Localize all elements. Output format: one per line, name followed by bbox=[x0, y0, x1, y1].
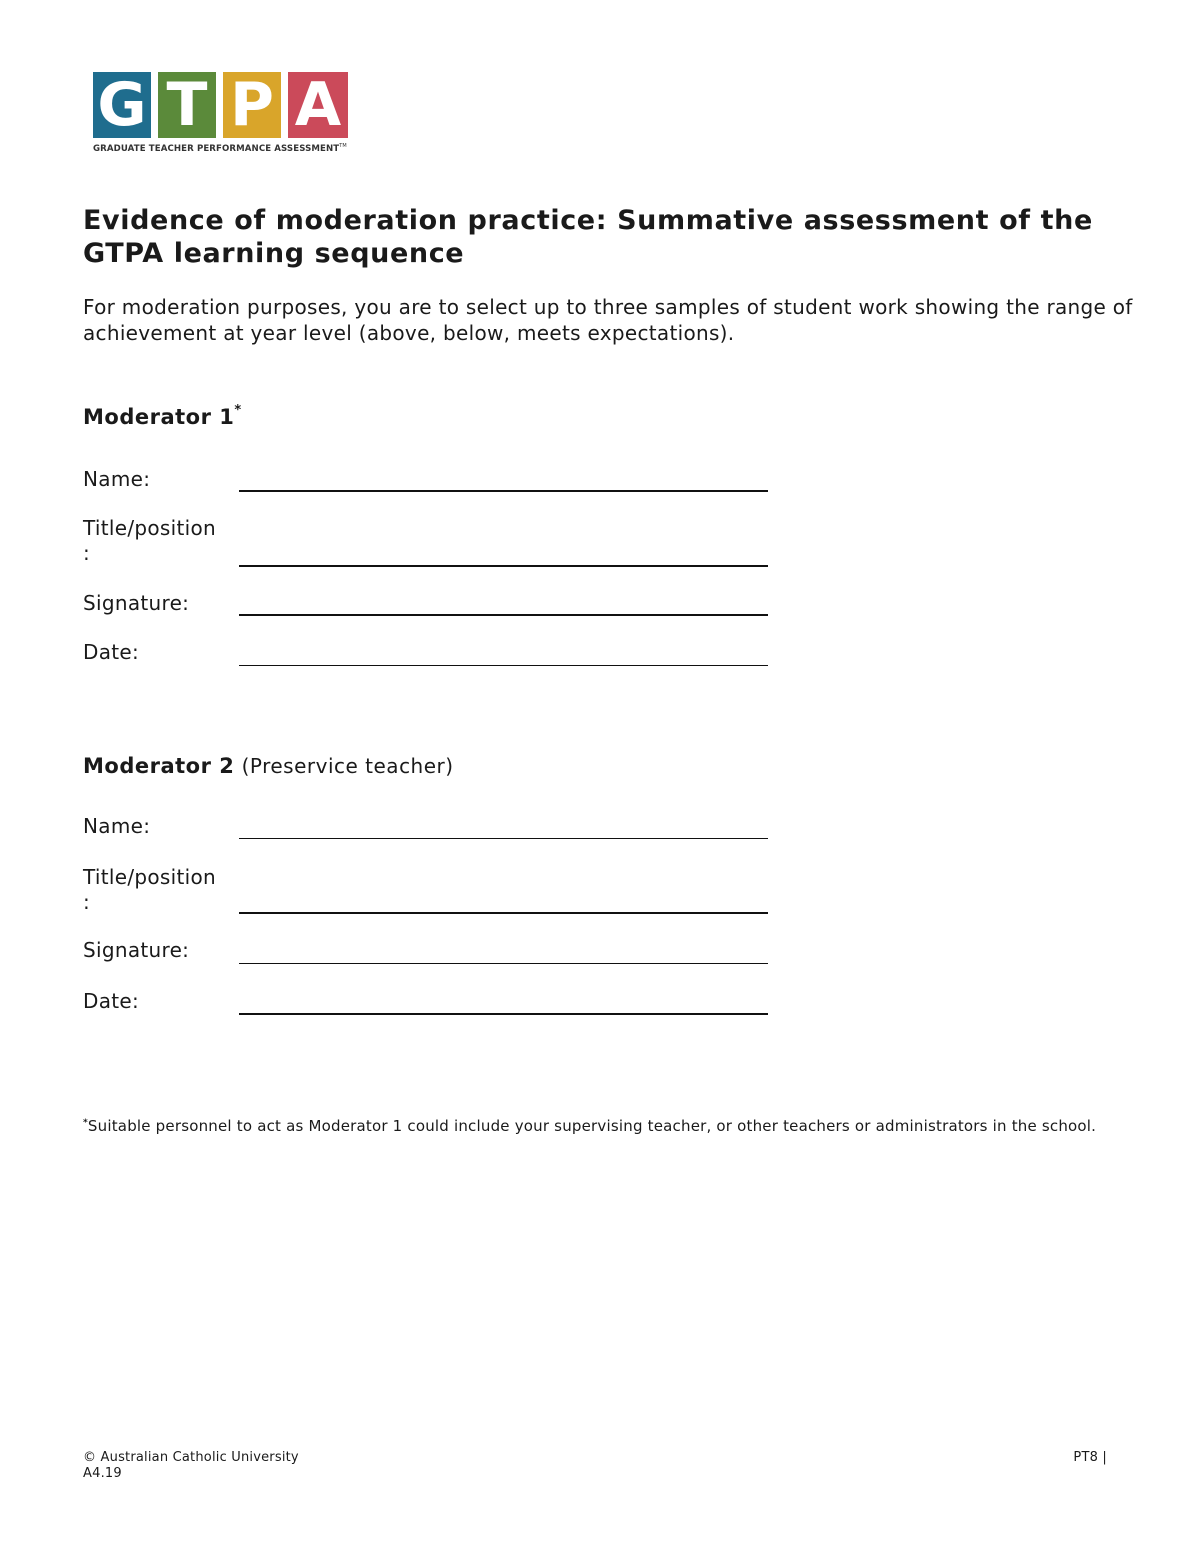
moderator-1-heading bbox=[83, 405, 242, 429]
moderator-1-signature-field[interactable] bbox=[239, 614, 768, 616]
logo-tile-t: T bbox=[158, 72, 216, 138]
logo-tagline bbox=[93, 143, 347, 154]
moderator-2-title-field[interactable] bbox=[239, 912, 768, 914]
moderator-2-date-label: Date: bbox=[83, 989, 140, 1013]
footer-left bbox=[83, 1450, 299, 1482]
moderator-2-subheading: (Preservice teacher) bbox=[241, 754, 454, 778]
moderator-2-signature-field[interactable] bbox=[239, 963, 768, 964]
moderator-1-date-field[interactable] bbox=[239, 665, 768, 666]
gtpa-logo bbox=[93, 72, 363, 156]
logo-tiles bbox=[93, 72, 348, 138]
moderator-2-title-label-text: Title/position bbox=[83, 865, 217, 889]
moderator-2-date-field[interactable] bbox=[239, 1013, 768, 1015]
moderator-2-heading bbox=[83, 754, 454, 778]
moderator-2-title-label bbox=[83, 865, 233, 915]
moderator-1-title-label-colon: : bbox=[83, 541, 91, 565]
moderator-1-name-label: Name: bbox=[83, 467, 151, 491]
moderator-1-title-label bbox=[83, 516, 233, 566]
footer-version: A4.19 bbox=[83, 1466, 122, 1481]
moderator-1-name-field[interactable] bbox=[239, 490, 768, 492]
logo-tile-a: A bbox=[288, 72, 348, 138]
moderator-2-name-label: Name: bbox=[83, 814, 151, 838]
moderator-2-name-field[interactable] bbox=[239, 838, 768, 839]
moderator-1-heading-text: Moderator 1 bbox=[83, 405, 235, 429]
logo-tile-g: G bbox=[93, 72, 151, 138]
moderator-2-heading-text: Moderator 2 bbox=[83, 754, 235, 778]
footnote bbox=[83, 1117, 1096, 1135]
trademark-mark: TM bbox=[339, 143, 347, 149]
moderator-2-title-label-colon: : bbox=[83, 890, 91, 914]
moderator-2-signature-label: Signature: bbox=[83, 938, 190, 962]
moderator-1-title-field[interactable] bbox=[239, 565, 768, 567]
page-title: Evidence of moderation practice: Summative assessment of the GTPA learning sequence bbox=[83, 205, 1093, 269]
moderator-1-signature-label: Signature: bbox=[83, 591, 190, 615]
footnote-text: Suitable personnel to act as Moderator 1 could include your supervising teacher, or other teachers or administrators in the school. bbox=[87, 1117, 1097, 1135]
footnote-marker: * bbox=[83, 1118, 88, 1128]
moderator-1-title-label-text: Title/position bbox=[83, 516, 217, 540]
moderator-1-asterisk: * bbox=[234, 403, 242, 418]
moderator-1-date-label: Date: bbox=[83, 640, 140, 664]
logo-tile-p: P bbox=[223, 72, 281, 138]
footer-copyright: © Australian Catholic University bbox=[83, 1450, 299, 1465]
footer-page-ref: PT8 | bbox=[1073, 1450, 1107, 1465]
intro-paragraph: For moderation purposes, you are to select up to three samples of student work showing the range of achievement at year level (above, below, meets expectations). bbox=[83, 295, 1133, 345]
logo-tagline-text: GRADUATE TEACHER PERFORMANCE ASSESSMENT bbox=[93, 143, 340, 154]
